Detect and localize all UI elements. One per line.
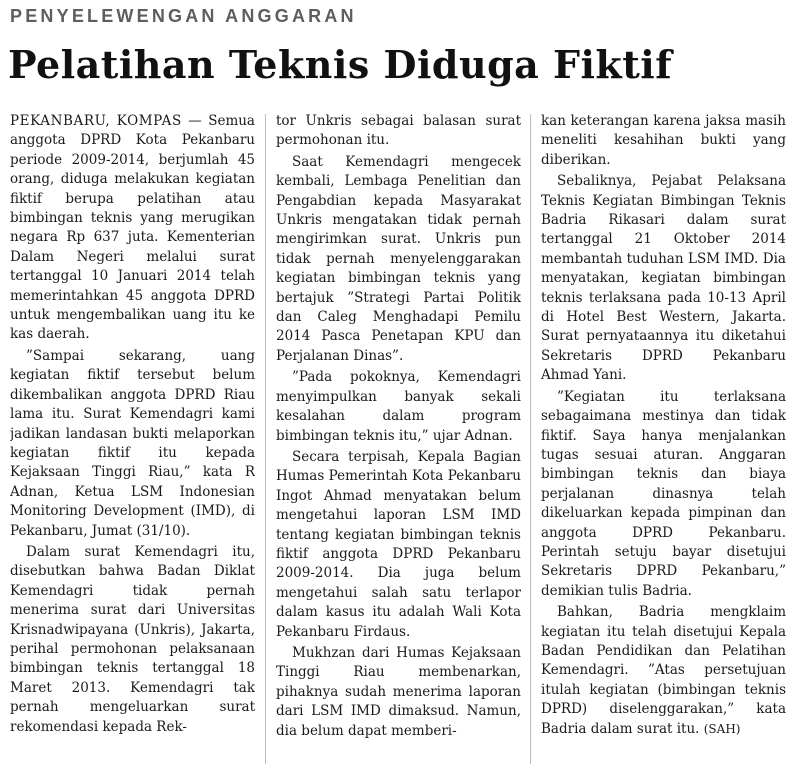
article-headline: Pelatihan Teknis Diduga Fiktif <box>8 42 673 87</box>
article-paragraph: ”Sampai sekarang, uang kegiatan fiktif tersebut belum dikembalikan anggota DPRD Riau lama itu. Surat Kemendagri kami jadikan landasan bukti melaporkan kegiatan fiktif itu kepada Kejaksaan Tinggi Riau,” kata R Adnan, Ketua LSM Indonesian Monitoring Development (IMD), di Pekanbaru, Jumat (31/10). <box>10 347 255 539</box>
article-paragraph <box>10 112 255 345</box>
column-divider <box>265 114 266 764</box>
dateline: PEKANBARU, KOMPAS — <box>10 113 203 129</box>
article-paragraph: Secara terpisah, Kepala Bagian Humas Pemerintah Kota Pekanbaru Ingot Ahmad menyatakan belum mengetahui laporan LSM IMD tentang kegiatan bimbingan teknis fiktif anggota DPRD Pekanbaru 2009-2014. Dia juga belum mengetahui salah satu terlapor dalam kasus itu adalah Wali Kota Pekanbaru Firdaus. <box>276 448 521 640</box>
article-paragraph: ”Pada pokoknya, Kemendagri menyimpulkan banyak sekali kesalahan dalam program bimbingan teknis itu,” ujar Adnan. <box>276 369 521 444</box>
article-paragraph: Saat Kemendagri mengecek kembali, Lembaga Penelitian dan Pengabdian kepada Masyarakat Unkris mengatakan tidak pernah mengirimkan surat. Unkris pun tidak pernah menyelenggarakan kegiatan bimbingan teknis yang bertajuk ”Strategi Partai Politik dan Caleg Menghadapi Pemilu 2014 Pasca Penetapan KPU dan Perjalanan Dinas”. <box>276 153 521 364</box>
article-paragraph: Mukhzan dari Humas Kejaksaan Tinggi Riau membenarkan, pihaknya sudah menerima laporan dari LSM IMD dimaksud. Namun, dia belum dapat memberi- <box>276 644 521 739</box>
article-paragraph: Sebaliknya, Pejabat Pelaksana Teknis Kegiatan Bimbingan Teknis Badria Rikasari dalam surat tertanggal 21 Oktober 2014 membantah tuduhan LSM IMD. Dia menyatakan, kegiatan bimbingan teknis terlaksana pada 10-13 April di Hotel Best Western, Jakarta. Surat pernyataannya itu diketahui Sekretaris DPRD Pekanbaru Ahmad Yani. <box>541 173 786 384</box>
article-column-3 <box>541 112 786 772</box>
article-paragraph: ”Kegiatan itu terlaksana sebagaimana mestinya dan tidak fiktif. Saya hanya menjalankan tugas sesuai aturan. Anggaran bimbingan teknis dan biaya perjalanan dinasnya telah dikeluarkan kepada pimpinan dan anggota DPRD Pekanbaru. Perintah setuju bayar disetujui Sekretaris DPRD Pekanbaru,” demikian tulis Badria. <box>541 388 786 599</box>
article-paragraph <box>541 603 786 739</box>
column-divider <box>530 114 531 764</box>
author-credit: (SAH) <box>703 721 741 736</box>
article-paragraph: Dalam surat Kemendagri itu, disebutkan bahwa Badan Diklat Kemendagri tidak pernah menerima surat dari Universitas Krisnadwipayana (Unkris), Jakarta, perihal permohonan pelaksanaan bimbingan teknis tertanggal 18 Maret 2013. Kemendagri tak pernah mengeluarkan surat rekomendasi kepada Rek- <box>10 543 255 735</box>
paragraph-text: Semua anggota DPRD Kota Pekanbaru periode 2009-2014, berjumlah 45 orang, diduga melakukan kegiatan fiktif berupa pelatihan atau bimbingan teknis yang merugikan negara Rp 637 juta. Kementerian Dalam Negeri melalui surat tertanggal 10 Januari 2014 telah memerintahkan 45 anggota DPRD untuk mengembalikan uang itu ke kas daerah. <box>10 113 255 343</box>
article-column-2 <box>276 112 521 772</box>
article-paragraph: kan keterangan karena jaksa masih meneliti kesahihan bukti yang diberikan. <box>541 113 786 168</box>
article-paragraph: tor Unkris sebagai balasan surat permohonan itu. <box>276 113 521 149</box>
article-column-1 <box>10 112 255 772</box>
article-kicker: PENYELEWENGAN ANGGARAN <box>10 6 357 26</box>
paragraph-text: Bahkan, Badria mengklaim kegiatan itu telah disetujui Kepala Badan Pendidikan dan Pelatihan Kemendagri. ”Atas persetujuan itulah kegiatan (bimbingan teknis DPRD) diselenggarakan,” kata Badria dalam surat itu. <box>541 604 786 737</box>
